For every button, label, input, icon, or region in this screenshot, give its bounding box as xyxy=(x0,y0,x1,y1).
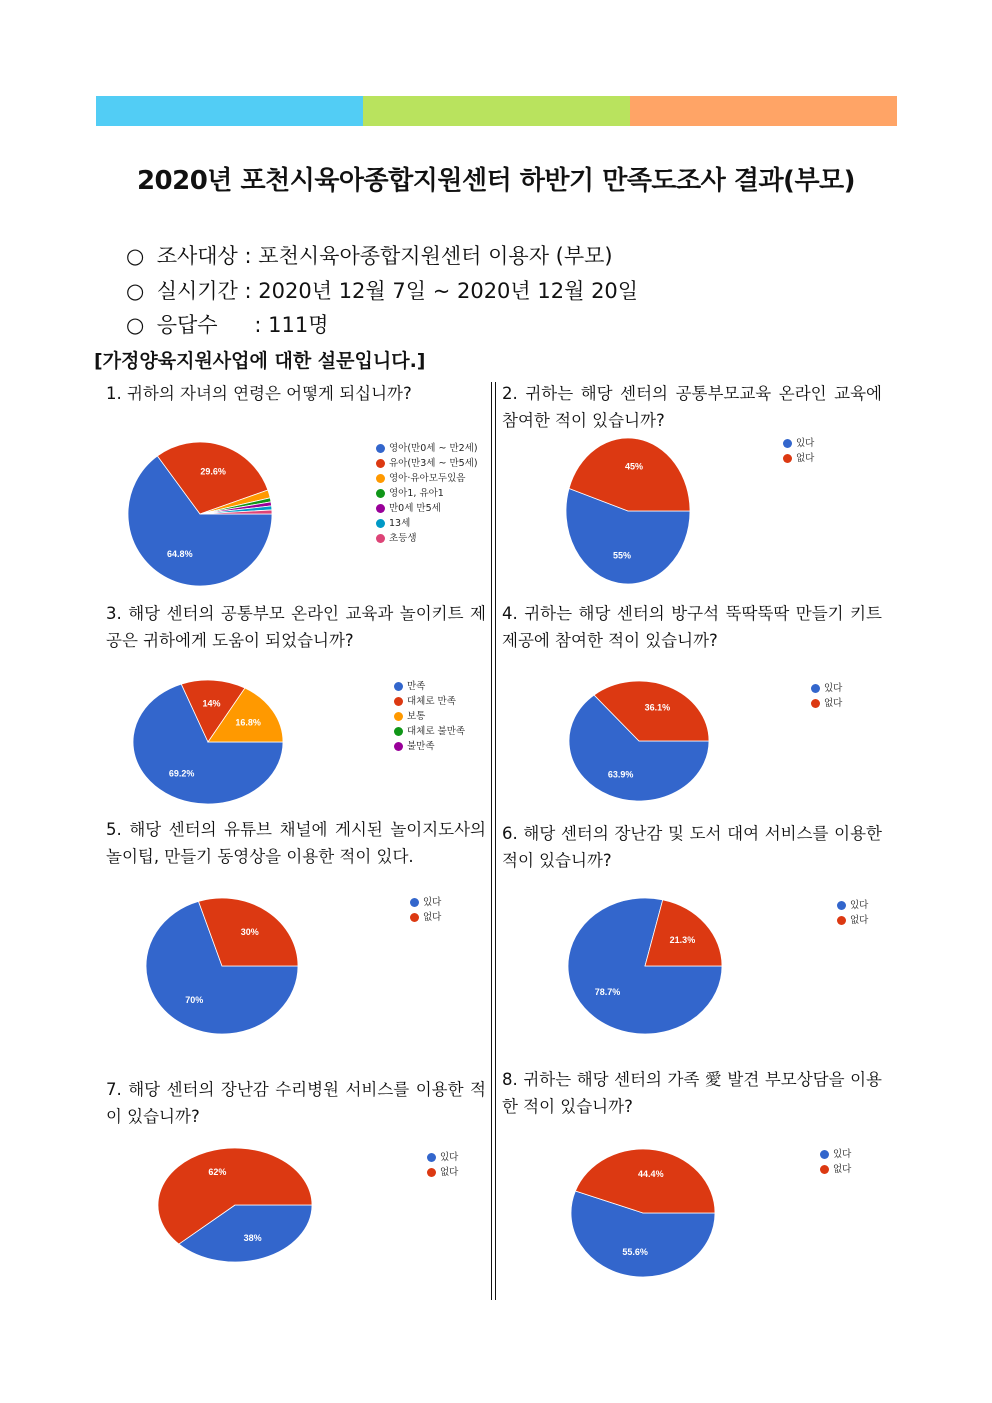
info-label: 응답수 xyxy=(156,313,218,337)
legend-item xyxy=(837,898,868,913)
legend-swatch xyxy=(376,474,385,483)
legend-label: 보통 xyxy=(407,711,426,722)
legend-item xyxy=(376,501,478,516)
legend-1 xyxy=(376,441,478,546)
legend-label: 없다 xyxy=(440,1167,459,1178)
legend-swatch xyxy=(410,913,419,922)
pie-1 xyxy=(128,442,272,586)
pie-3 xyxy=(133,680,283,804)
legend-swatch xyxy=(394,727,403,736)
legend-5 xyxy=(410,895,441,925)
slice-label: 14% xyxy=(202,698,221,709)
legend-label: 영아·유아모두있음 xyxy=(389,473,466,484)
question-4: 4. 귀하는 해당 센터의 방구석 뚝딱뚝딱 만들기 키트 제공에 참여한 적이 있습니까? xyxy=(502,604,882,650)
legend-item xyxy=(783,451,814,466)
info-label: 실시기간 xyxy=(156,279,238,303)
question-5: 5. 해당 센터의 유튜브 채널에 게시된 놀이지도사의 놀이팁, 만들기 동영상을 이용한 적이 있다. xyxy=(106,820,486,866)
pie-8 xyxy=(571,1149,715,1277)
info-sep: : xyxy=(244,279,252,303)
slice-label: 70% xyxy=(185,995,204,1006)
legend-swatch xyxy=(427,1168,436,1177)
bullet-circle: ○ xyxy=(126,244,145,268)
legend-label: 영아1, 유아1 xyxy=(389,488,444,499)
legend-label: 13세 xyxy=(389,518,411,529)
legend-item xyxy=(376,441,478,456)
legend-2 xyxy=(783,436,814,466)
slice-label: 30% xyxy=(240,926,259,937)
legend-label: 없다 xyxy=(850,915,869,926)
info-value: 포천시육아종합지원센터 이용자 (부모) xyxy=(258,244,613,268)
bullet-circle: ○ xyxy=(126,279,145,303)
legend-swatch xyxy=(394,682,403,691)
legend-label: 초등생 xyxy=(389,533,417,544)
info-sep: : xyxy=(244,244,252,268)
legend-label: 대체로 만족 xyxy=(407,696,456,707)
legend-4 xyxy=(811,681,842,711)
legend-label: 유아(만3세 ~ 만5세) xyxy=(389,458,478,469)
bullet-circle: ○ xyxy=(126,313,145,337)
legend-swatch xyxy=(820,1165,829,1174)
legend-item xyxy=(427,1150,458,1165)
legend-label: 있다 xyxy=(423,897,442,908)
question-1: 1. 귀하의 자녀의 연령은 어떻게 되십니까? xyxy=(106,384,412,403)
slice-label: 55.6% xyxy=(622,1247,648,1258)
legend-label: 불만족 xyxy=(407,741,435,752)
pie-6 xyxy=(568,898,722,1034)
slice-label: 16.8% xyxy=(235,717,261,728)
legend-label: 없다 xyxy=(796,453,815,464)
slice-label: 45% xyxy=(625,461,644,472)
legend-item xyxy=(837,913,868,928)
slice-label: 63.9% xyxy=(607,769,634,780)
slice-label: 29.6% xyxy=(200,466,226,477)
legend-8 xyxy=(820,1147,851,1177)
info-sep: : xyxy=(254,313,262,337)
slice-label: 38% xyxy=(243,1232,262,1243)
legend-item xyxy=(394,739,465,754)
legend-item xyxy=(376,486,478,501)
legend-label: 만족 xyxy=(407,681,426,692)
slice-label: 64.8% xyxy=(167,548,193,559)
question-8: 8. 귀하는 해당 센터의 가족 愛 발견 부모상담을 이용한 적이 있습니까? xyxy=(502,1070,882,1116)
section-heading: [가정양육지원사업에 대한 설문입니다.] xyxy=(94,350,426,372)
legend-swatch xyxy=(376,459,385,468)
slice-label: 62% xyxy=(208,1167,227,1178)
legend-label: 대체로 불만족 xyxy=(407,726,466,737)
legend-item xyxy=(376,531,478,546)
slice-label: 55% xyxy=(612,550,631,561)
legend-label: 있다 xyxy=(824,683,843,694)
legend-swatch xyxy=(376,489,385,498)
legend-swatch xyxy=(394,742,403,751)
legend-item xyxy=(376,516,478,531)
legend-swatch xyxy=(376,534,385,543)
legend-item xyxy=(394,679,465,694)
legend-swatch xyxy=(783,439,792,448)
slice-label: 44.4% xyxy=(638,1168,664,1179)
legend-label: 있다 xyxy=(833,1149,852,1160)
slice-label: 36.1% xyxy=(644,702,671,713)
legend-6 xyxy=(837,898,868,928)
legend-item xyxy=(811,681,842,696)
legend-label: 없다 xyxy=(824,698,843,709)
slice-label: 21.3% xyxy=(669,934,696,945)
legend-swatch xyxy=(820,1150,829,1159)
legend-item xyxy=(376,471,478,486)
legend-item xyxy=(783,436,814,451)
legend-swatch xyxy=(376,519,385,528)
legend-label: 있다 xyxy=(440,1152,459,1163)
question-7: 7. 해당 센터의 장난감 수리병원 서비스를 이용한 적이 있습니까? xyxy=(106,1080,486,1126)
legend-swatch xyxy=(837,916,846,925)
legend-item xyxy=(820,1162,851,1177)
legend-item xyxy=(410,910,441,925)
legend-item xyxy=(427,1165,458,1180)
legend-item xyxy=(394,694,465,709)
legend-item xyxy=(410,895,441,910)
info-value: 2020년 12월 7일 ~ 2020년 12월 20일 xyxy=(258,279,639,303)
legend-item xyxy=(394,709,465,724)
legend-swatch xyxy=(837,901,846,910)
legend-swatch xyxy=(376,444,385,453)
legend-label: 있다 xyxy=(850,900,869,911)
legend-item xyxy=(376,456,478,471)
legend-label: 없다 xyxy=(423,912,442,923)
info-label: 조사대상 xyxy=(156,244,238,268)
legend-label: 없다 xyxy=(833,1164,852,1175)
slice-label: 78.7% xyxy=(594,987,621,998)
question-3: 3. 해당 센터의 공통부모 온라인 교육과 놀이키트 제공은 귀하에게 도움이 되었습니까? xyxy=(106,604,486,650)
legend-swatch xyxy=(394,712,403,721)
question-6: 6. 해당 센터의 장난감 및 도서 대여 서비스를 이용한 적이 있습니까? xyxy=(502,824,882,870)
legend-swatch xyxy=(394,697,403,706)
legend-swatch xyxy=(410,898,419,907)
legend-item xyxy=(394,724,465,739)
legend-item xyxy=(811,696,842,711)
legend-label: 영아(만0세 ~ 만2세) xyxy=(389,443,478,454)
legend-label: 만0세 만5세 xyxy=(389,503,441,514)
pie-7 xyxy=(158,1148,312,1262)
slice-label: 69.2% xyxy=(168,768,195,779)
legend-swatch xyxy=(376,504,385,513)
page-title: 2020년 포천시육아종합지원센터 하반기 만족도조사 결과(부모) xyxy=(136,166,856,196)
pie-4 xyxy=(569,681,709,801)
legend-7 xyxy=(427,1150,458,1180)
legend-swatch xyxy=(783,454,792,463)
question-2: 2. 귀하는 해당 센터의 공통부모교육 온라인 교육에 참여한 적이 있습니까? xyxy=(502,384,882,430)
pie-2 xyxy=(566,438,690,584)
info-value: 111명 xyxy=(268,313,329,337)
legend-item xyxy=(820,1147,851,1162)
legend-label: 있다 xyxy=(796,438,815,449)
pie-5 xyxy=(146,898,298,1034)
legend-3 xyxy=(394,679,465,754)
legend-swatch xyxy=(811,699,820,708)
legend-swatch xyxy=(427,1153,436,1162)
legend-swatch xyxy=(811,684,820,693)
